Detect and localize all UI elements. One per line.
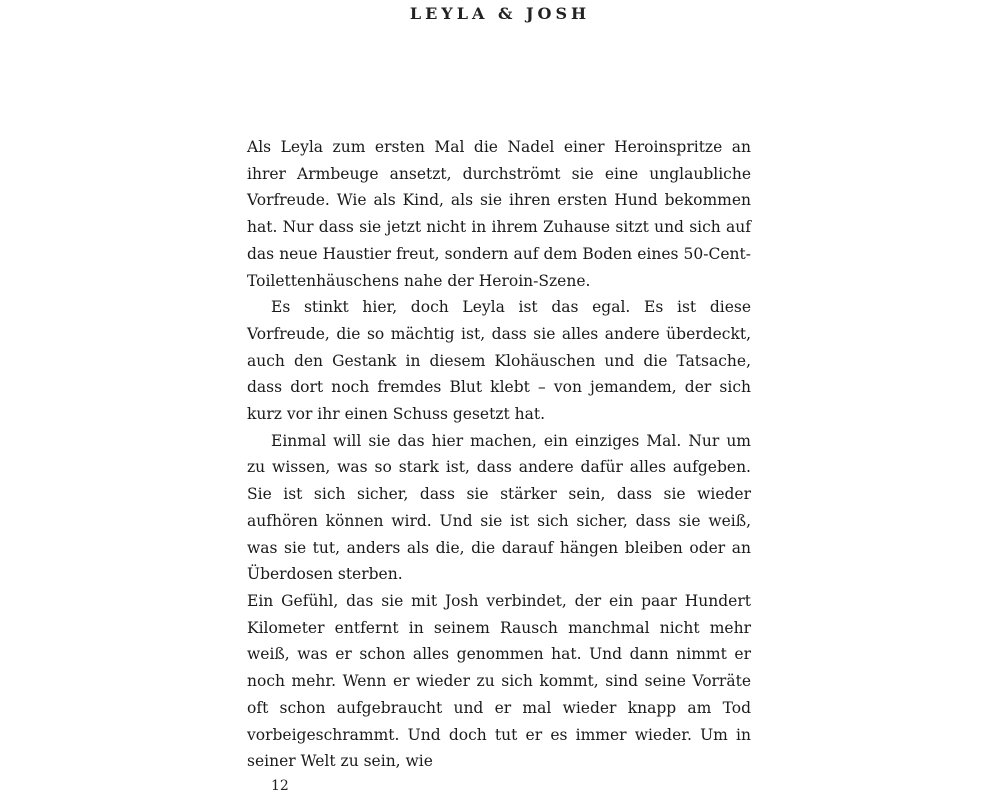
paragraph: Es stinkt hier, doch Leyla ist das egal. Es ist diese Vorfreude, die so mächtig ist, dass sie alles andere überdeckt, auch den Gestank in diesem Klohäuschen und die Tatsache, dass dort noch fremdes Blut klebt – von jemandem, der sich kurz vor ihr einen Schuss gesetzt hat. (247, 298, 751, 424)
paragraph: Als Leyla zum ersten Mal die Nadel einer Heroinspritze an ihrer Armbeuge ansetzt, durchströmt sie eine unglaubliche Vorfreude. Wie als Kind, als sie ihren ersten Hund bekommen hat. Nur dass sie jetzt nicht in ihrem Zuhause sitzt und sich auf das neue Haustier freut, sondern auf dem Boden eines 50-Cent-Toilettenhäuschens nahe der Heroin-Szene. (247, 138, 751, 290)
paragraph: Einmal will sie das hier machen, ein einziges Mal. Nur um zu wissen, was so stark ist, dass andere dafür alles aufgeben. Sie ist sich sicher, dass sie stärker sein, dass sie wieder aufhören können wird. Und sie ist sich sicher, dass sie weiß, was sie tut, anders als die, die darauf hängen bleiben oder an Überdosen sterben. (247, 431, 751, 584)
body-text-section-1 (247, 134, 751, 588)
running-head: LEYLA & JOSH (409, 4, 591, 23)
page-number: 12 (271, 778, 289, 794)
paragraph: Ein Gefühl, das sie mit Josh verbindet, der ein paar Hundert Kilometer entfernt in seinem Rausch manchmal nicht mehr weiß, was er schon alles genommen hat. Und dann nimmt er noch mehr. Wenn er wieder zu sich kommt, sind seine Vorräte oft schon aufgebraucht und er mal wieder knapp am Tod vorbeigeschrammt. Und doch tut er es immer wieder. Um in seiner Welt zu sein, wie (247, 592, 751, 771)
body-text-section-2 (247, 588, 751, 775)
